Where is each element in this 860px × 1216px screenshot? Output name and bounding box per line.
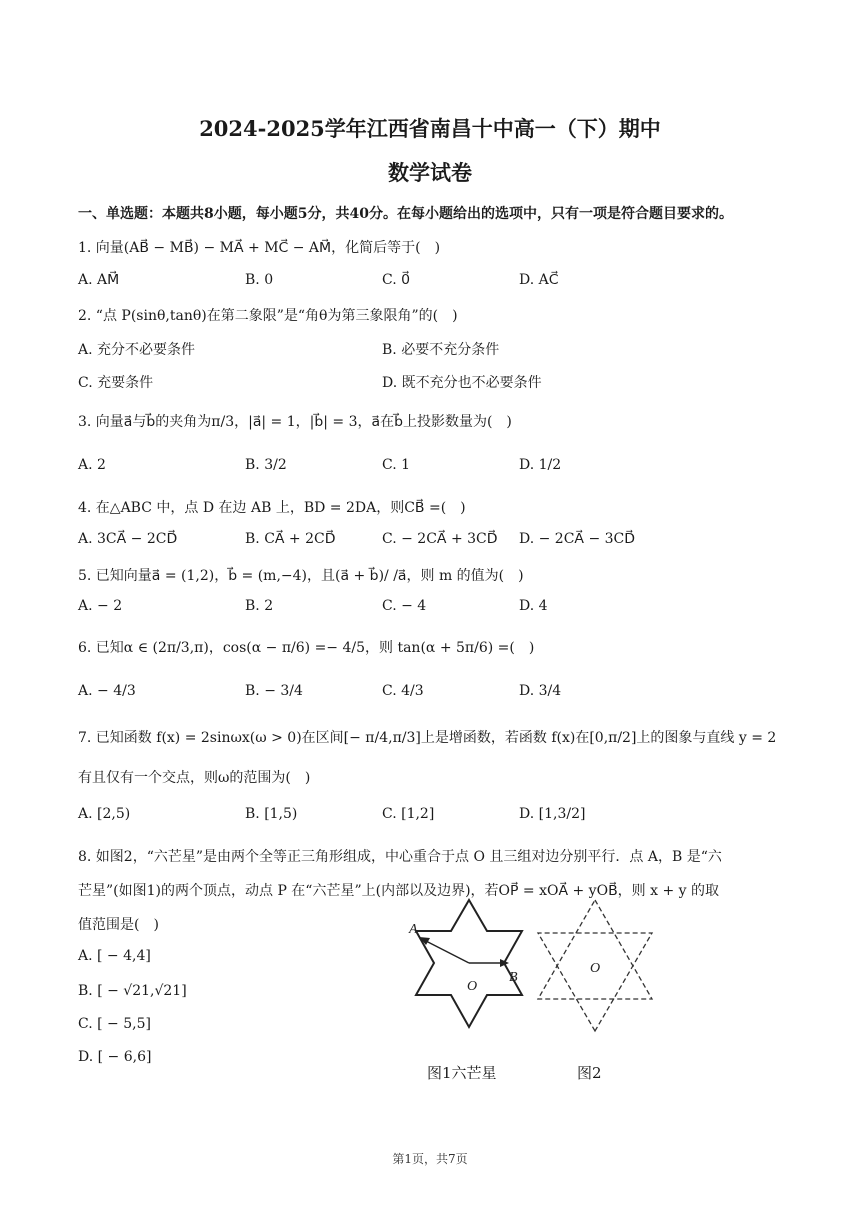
question-4-option-b: B. CA⃗ + 2CD⃗ <box>245 531 336 547</box>
question-5-option-b: B. 2 <box>245 598 274 614</box>
question-6-option-c: C. 4/3 <box>382 683 424 699</box>
question-2-option-b: B. 必要不充分条件 <box>382 342 500 358</box>
question-4-option-a: A. 3CA⃗ − 2CD⃗ <box>78 531 178 547</box>
figure-1-caption: 图1六芒星 <box>427 1064 497 1082</box>
question-5-stem: 5. 已知向量a⃗ = (1,2)，b⃗ = (m,−4)，且(a⃗ + b⃗)/ /a⃗，则 m 的值为( ) <box>78 568 524 584</box>
question-2-option-a: A. 充分不必要条件 <box>78 342 196 358</box>
label-b: B <box>509 970 518 985</box>
question-2-option-d: D. 既不充分也不必要条件 <box>382 375 542 391</box>
question-8-option-b: B. [ − √21,√21] <box>78 983 187 999</box>
label-a: A <box>409 922 418 937</box>
question-3-option-d: D. 1/2 <box>519 457 562 473</box>
question-1-option-b: B. 0 <box>245 272 274 288</box>
question-7-option-c: C. [1,2] <box>382 806 435 822</box>
page-title: 2024-2025学年江西省南昌十中高一（下）期中 <box>199 116 661 141</box>
question-7-option-a: A. [2,5) <box>78 806 131 822</box>
question-3-stem: 3. 向量a⃗与b⃗的夹角为π/3，|a⃗| = 1，|b⃗| = 3，a⃗在b⃗上投影数量为( ) <box>78 414 512 430</box>
question-8-stem: 8. 如图2，“六芒星”是由两个全等正三角形组成，中心重合于点 O 且三组对边分别平行．点 A，B 是“六 <box>78 849 722 865</box>
label-o-figure1: O <box>467 979 478 994</box>
question-1-option-c: C. 0⃗ <box>382 272 411 288</box>
question-5-option-d: D. 4 <box>519 598 548 614</box>
question-6-option-a: A. − 4/3 <box>78 683 136 699</box>
hexagram-figure <box>405 895 675 1095</box>
question-3-option-a: A. 2 <box>78 457 106 473</box>
hexagram-dashed-triangle-down <box>538 933 652 1031</box>
question-5-option-a: A. − 2 <box>78 598 123 614</box>
question-4-option-d: D. − 2CA⃗ − 3CD⃗ <box>519 531 636 547</box>
question-3-option-b: B. 3/2 <box>245 457 287 473</box>
question-1-option-a: A. AM⃗ <box>78 272 120 288</box>
question-2-stem: 2. “点 P(sinθ,tanθ)在第二象限”是“角θ为第三象限角”的( ) <box>78 308 458 324</box>
page-footer: 第1页，共7页 <box>392 1152 468 1166</box>
figure-2-caption: 图2 <box>577 1064 602 1082</box>
question-1-stem: 1. 向量(AB⃗ − MB⃗) − MA⃗ + MC⃗ − AM⃗，化简后等于( ) <box>78 240 441 256</box>
question-2-option-c: C. 充要条件 <box>78 375 154 391</box>
question-6-stem: 6. 已知α ∈ (2π/3,π)，cos(α − π/6) =− 4/5，则 tan(α + 5π/6) =( ) <box>78 640 535 656</box>
question-8-option-c: C. [ − 5,5] <box>78 1016 151 1032</box>
question-7-stem-continued: 有且仅有一个交点，则ω的范围为( ) <box>78 770 311 786</box>
question-8-stem-continued: 芒星”(如图1)的两个顶点，动点 P 在“六芒星”上(内部以及边界)，若OP⃗ = xOA⃗ + yOB⃗，则 x + y 的取 <box>78 883 720 899</box>
question-1-option-d: D. AC⃗ <box>519 272 559 288</box>
question-8-option-a: A. [ − 4,4] <box>78 948 151 964</box>
label-o-figure2: O <box>590 961 601 976</box>
question-8-option-d: D. [ − 6,6] <box>78 1049 152 1065</box>
question-3-option-c: C. 1 <box>382 457 411 473</box>
question-7-option-b: B. [1,5) <box>245 806 298 822</box>
question-4-stem: 4. 在△ABC 中，点 D 在边 AB 上，BD = 2DA，则CB⃗ =( ) <box>78 500 466 516</box>
section-heading: 一、单选题：本题共8小题，每小题5分，共40分。在每小题给出的选项中，只有一项是符合题目要求的。 <box>78 206 733 222</box>
question-8-stem-end: 值范围是( ) <box>78 917 159 933</box>
question-4-option-c: C. − 2CA⃗ + 3CD⃗ <box>382 531 498 547</box>
question-7-stem: 7. 已知函数 f(x) = 2sinωx(ω > 0)在区间[− π/4,π/3]上是增函数，若函数 f(x)在[0,π/2]上的图象与直线 y = 2 <box>78 730 777 746</box>
vector-oa-arrow <box>424 940 469 963</box>
hexagram-dashed-triangle-up <box>538 900 652 999</box>
question-6-option-d: D. 3/4 <box>519 683 562 699</box>
page-subtitle: 数学试卷 <box>388 160 472 185</box>
question-6-option-b: B. − 3/4 <box>245 683 303 699</box>
question-7-option-d: D. [1,3/2] <box>519 806 586 822</box>
question-5-option-c: C. − 4 <box>382 598 427 614</box>
